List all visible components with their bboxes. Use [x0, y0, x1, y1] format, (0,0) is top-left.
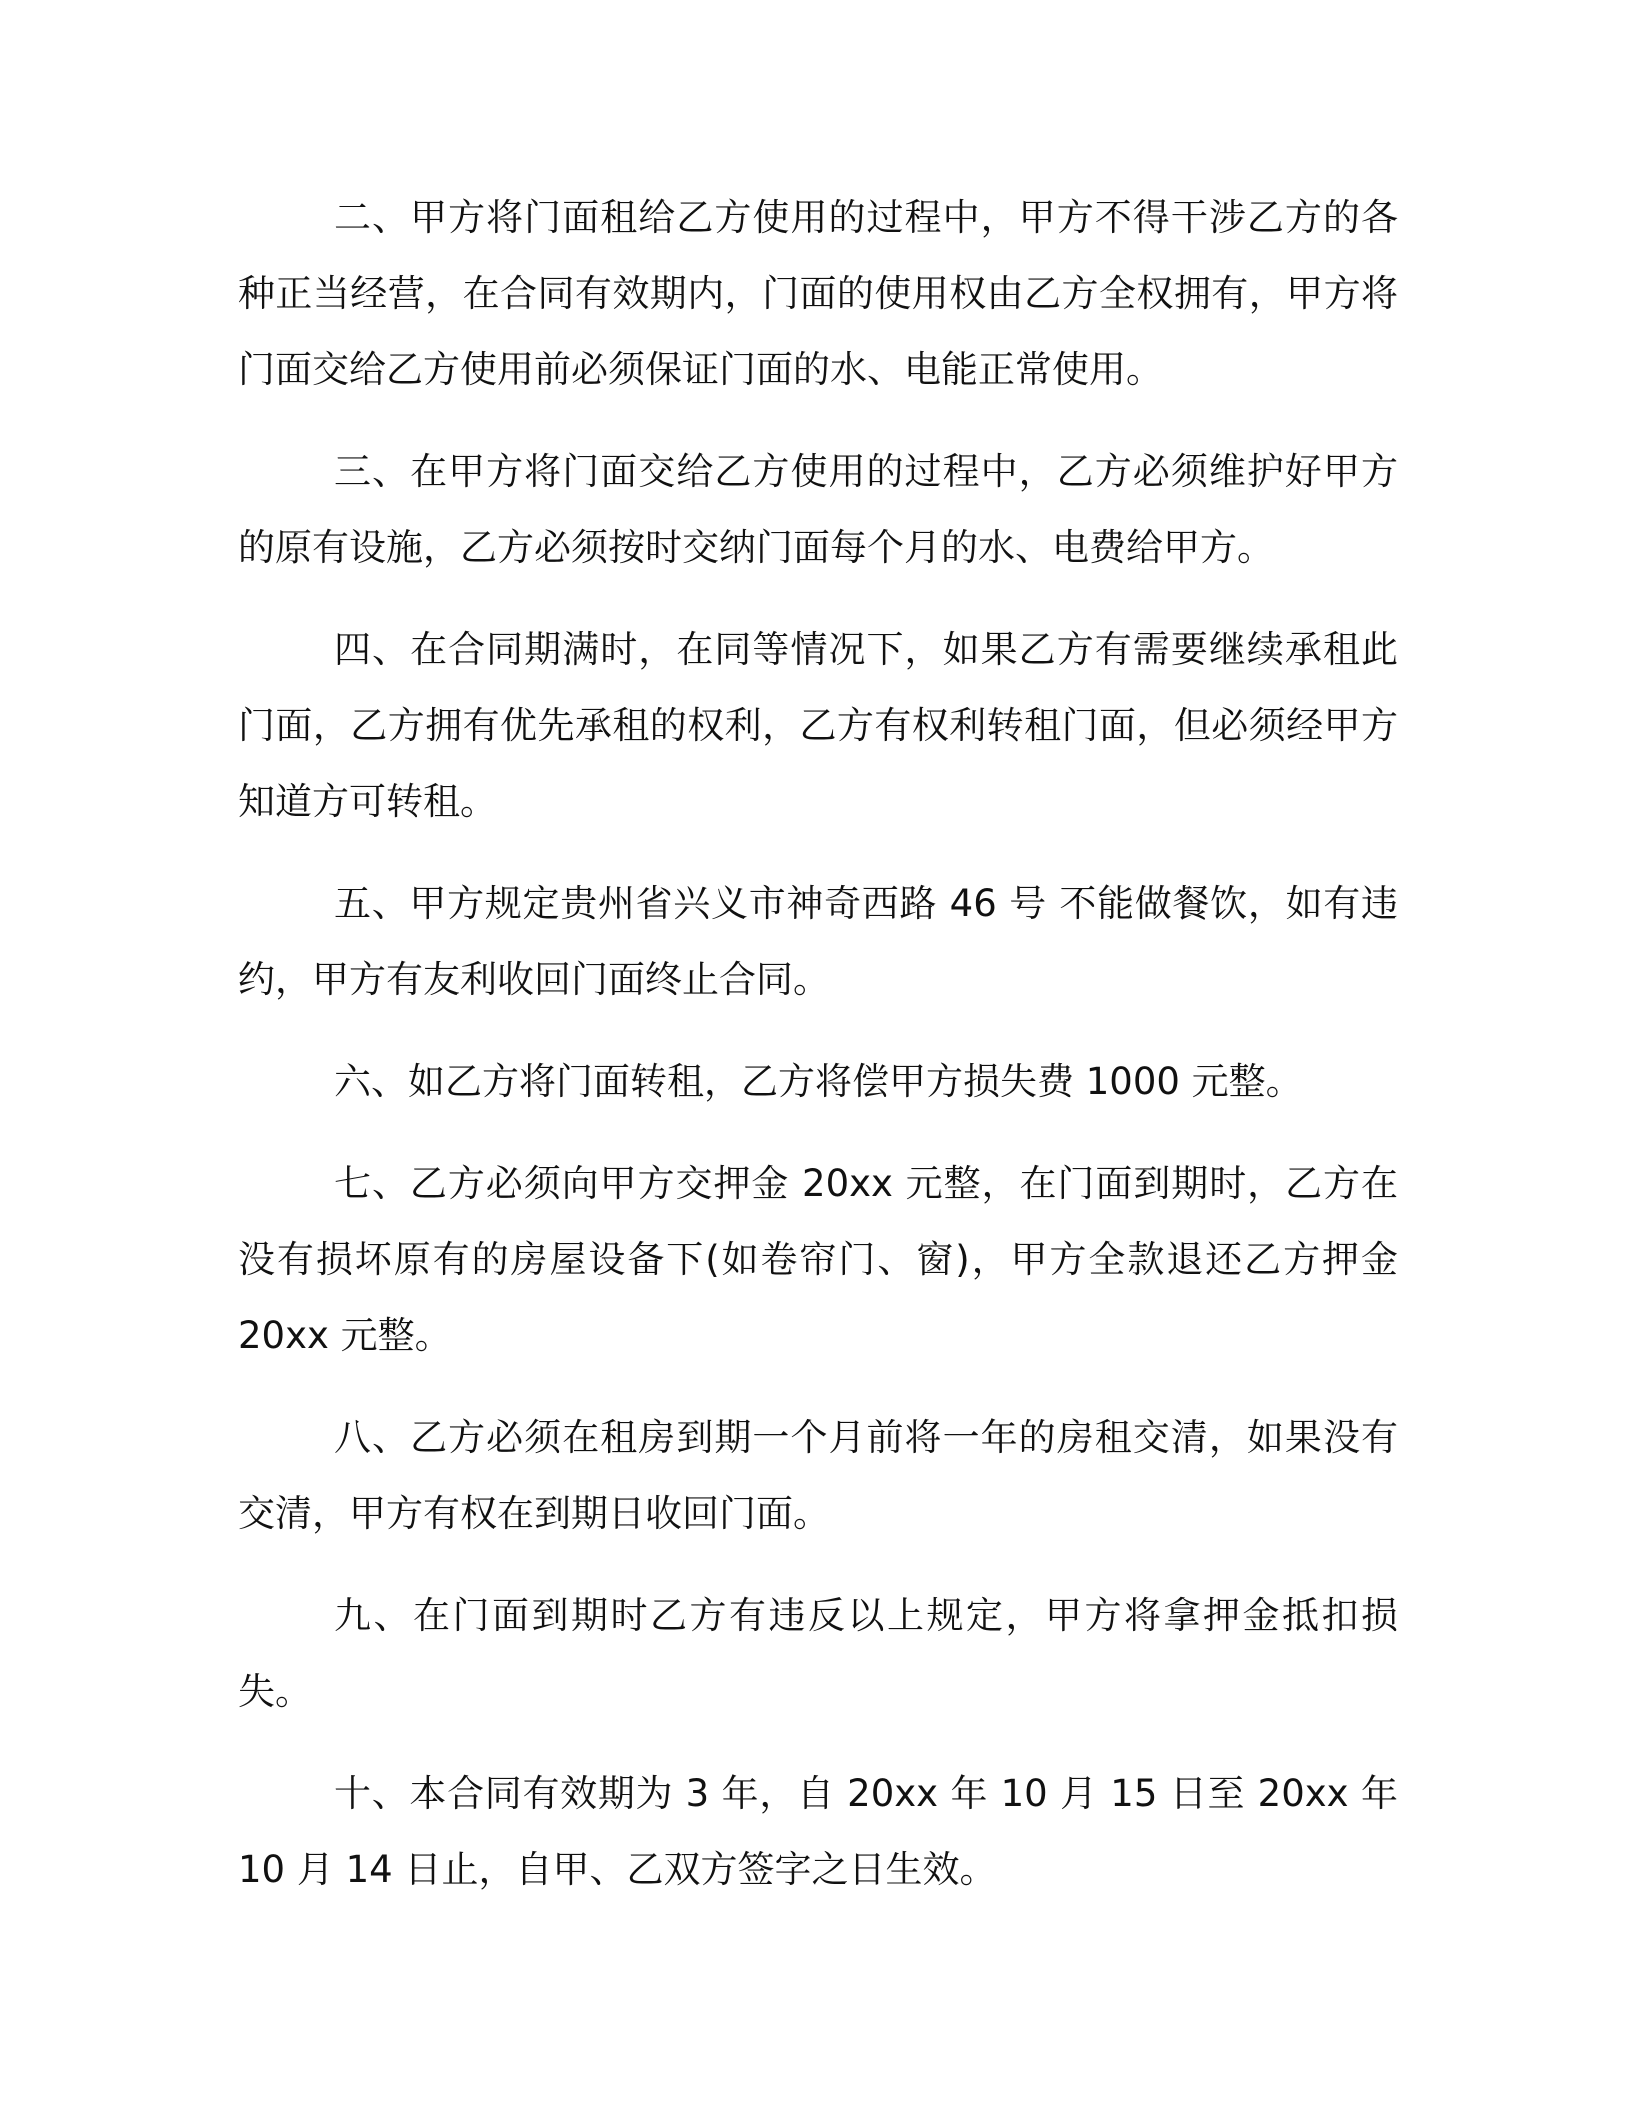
clause-2: 二、甲方将门面租给乙方使用的过程中，甲方不得干涉乙方的各种正当经营，在合同有效期内，门面的使用权由乙方全权拥有，甲方将门面交给乙方使用前必须保证门面的水、电能正常使用。 — [238, 196, 1398, 391]
clause-9: 九、在门面到期时乙方有违反以上规定，甲方将拿押金抵扣损失。 — [238, 1594, 1398, 1713]
clause-3: 三、在甲方将门面交给乙方使用的过程中，乙方必须维护好甲方的原有设施，乙方必须按时交纳门面每个月的水、电费给甲方。 — [238, 450, 1398, 569]
clause-6: 六、如乙方将门面转租，乙方将偿甲方损失费 1000 元整。 — [334, 1060, 1303, 1103]
clause-10: 十、本合同有效期为 3 年，自 20xx 年 10 月 15 日至 20xx 年 10 月 14 日止，自甲、乙双方签字之日生效。 — [238, 1772, 1398, 1891]
clause-8: 八、乙方必须在租房到期一个月前将一年的房租交清，如果没有交清，甲方有权在到期日收回门面。 — [238, 1416, 1398, 1535]
clause-5: 五、甲方规定贵州省兴义市神奇西路 46 号 不能做餐饮，如有违约，甲方有友利收回门面终止合同。 — [238, 882, 1398, 1001]
document-body — [238, 180, 1398, 1934]
clause-4: 四、在合同期满时，在同等情况下，如果乙方有需要继续承租此门面，乙方拥有优先承租的权利，乙方有权利转租门面，但必须经甲方知道方可转租。 — [238, 628, 1398, 823]
clause-7: 七、乙方必须向甲方交押金 20xx 元整，在门面到期时，乙方在没有损坏原有的房屋设备下(如卷帘门、窗)，甲方全款退还乙方押金 20xx 元整。 — [238, 1162, 1398, 1357]
